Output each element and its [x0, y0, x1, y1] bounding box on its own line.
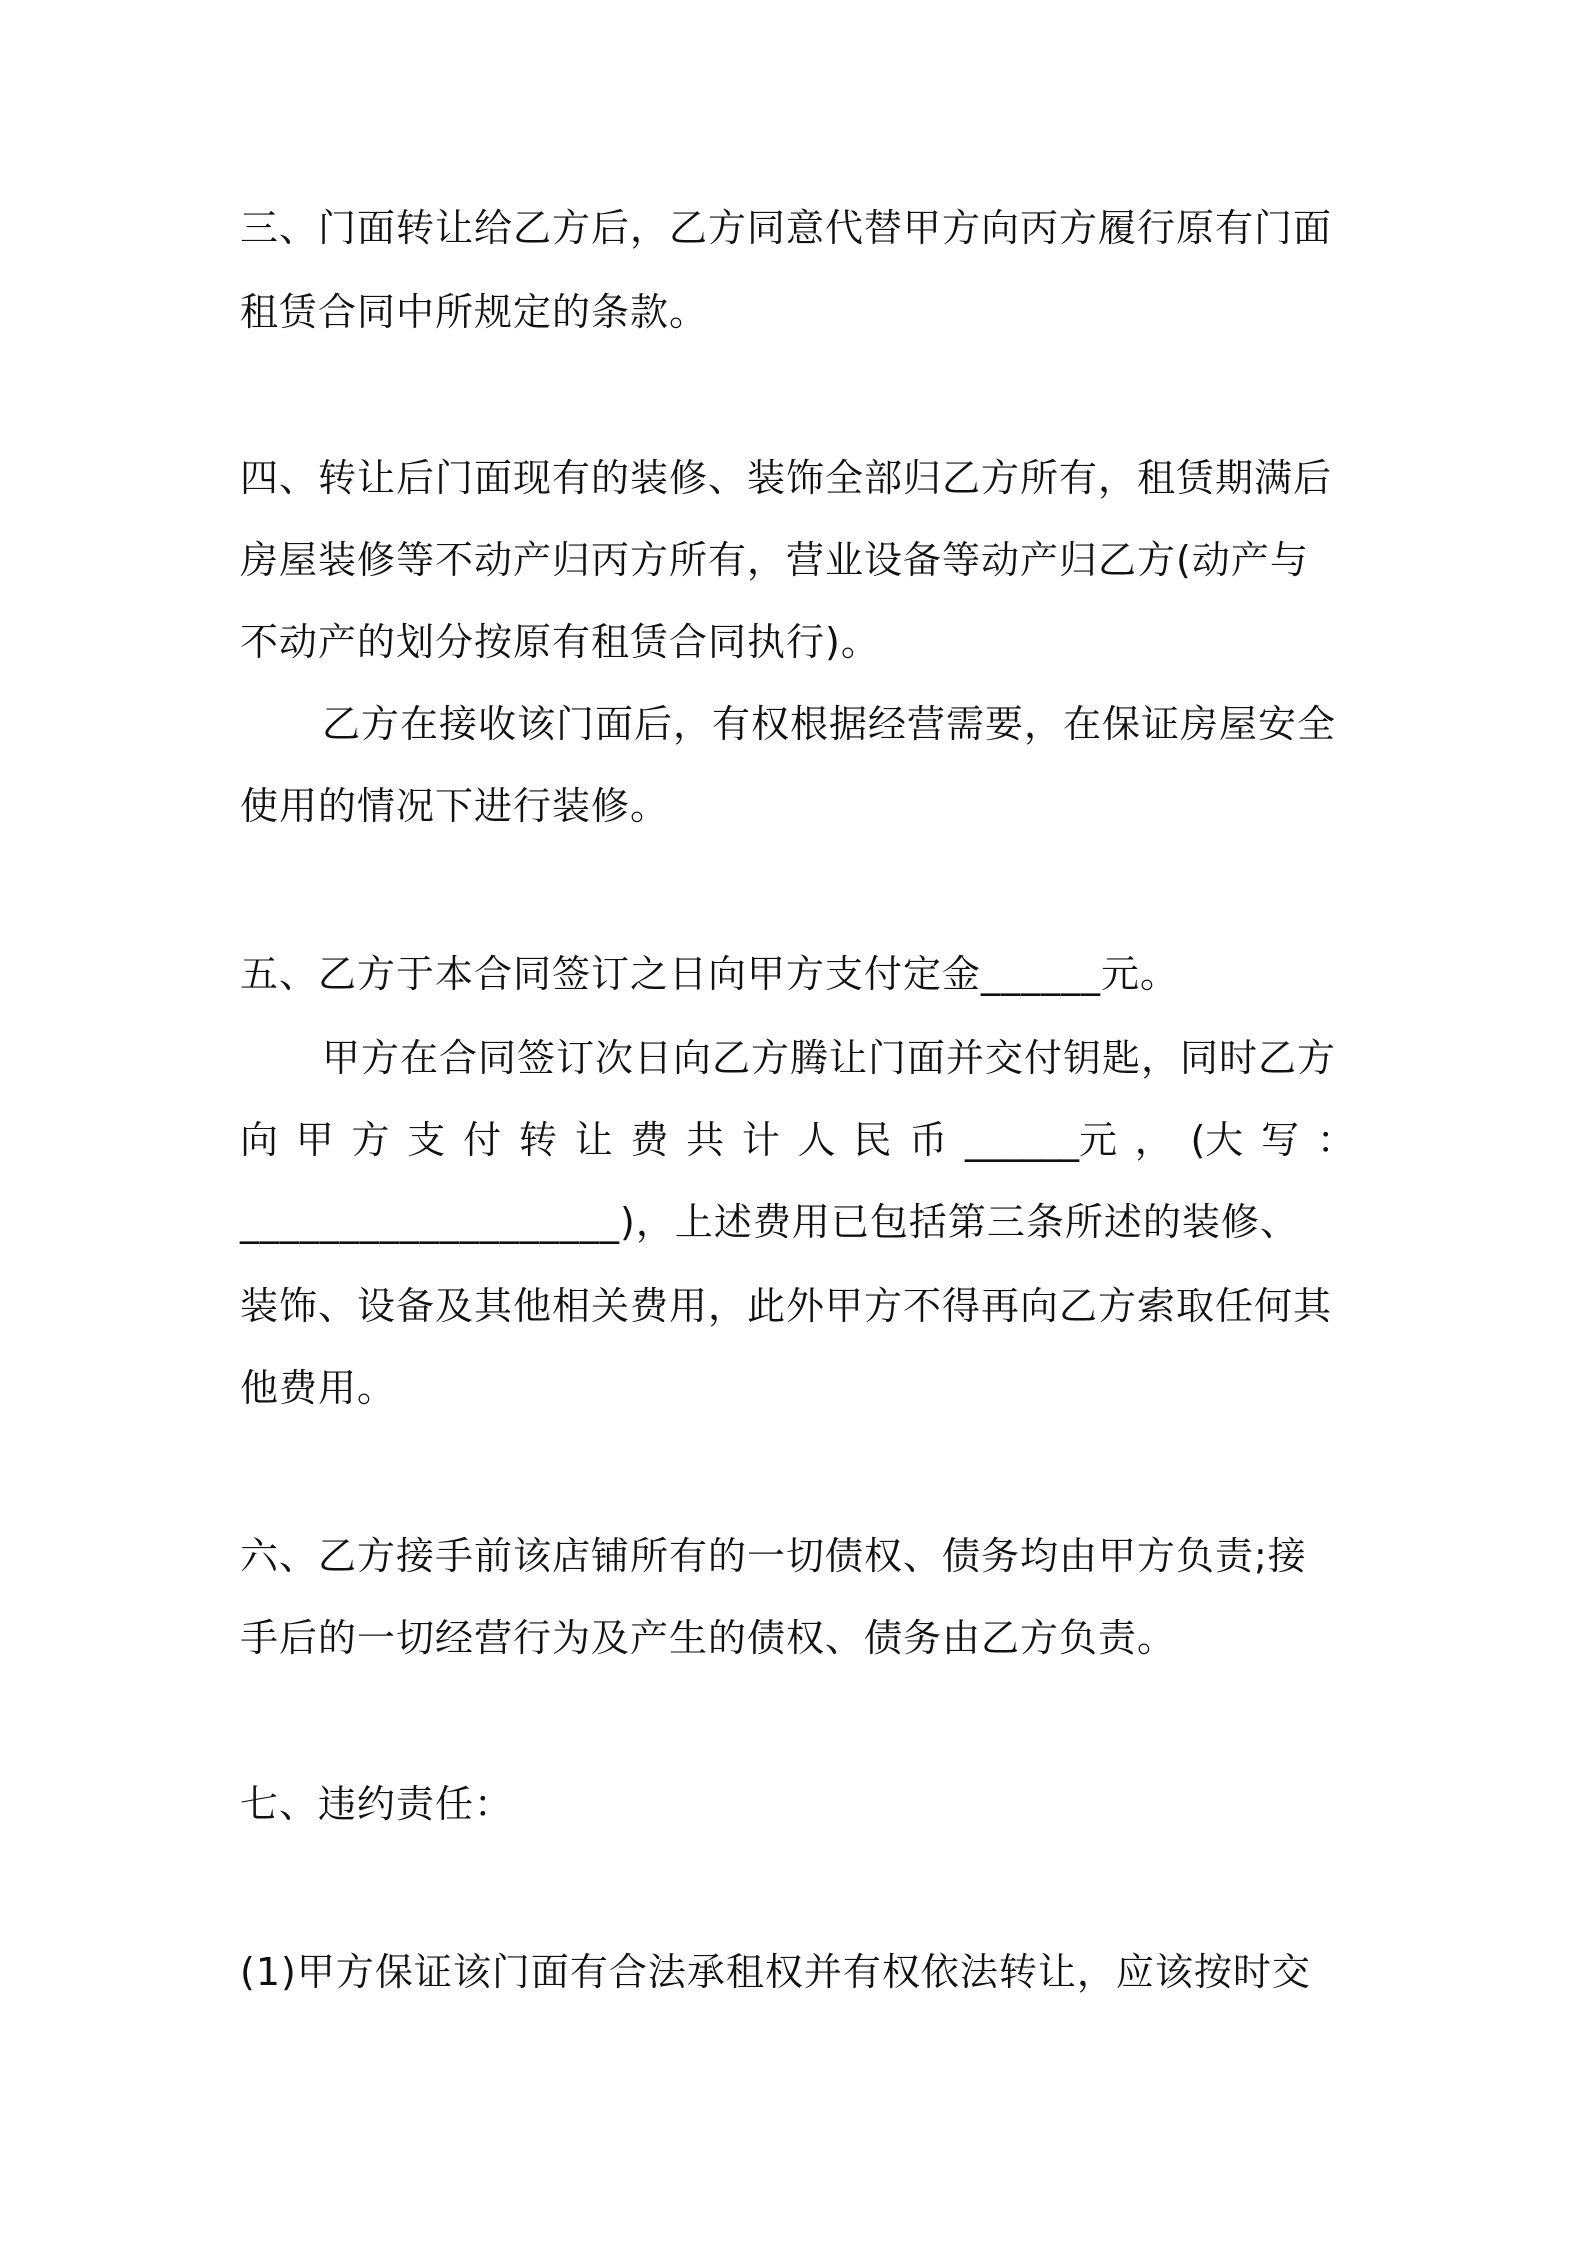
clause-5-paragraph-2-line-2 [240, 1116, 1355, 1164]
clause-4-paragraph-2-line-1: 乙方在接收该门面后，有权根据经营需要，在保证房屋安全 [322, 702, 1337, 746]
clause-4-paragraph-2-line-2: 使用的情况下进行装修。 [240, 784, 670, 828]
clause-7-title: 七、违约责任： [240, 1782, 514, 1826]
clause-4-line-1: 四、转让后门面现有的装修、装饰全部归乙方所有，租赁期满后 [240, 456, 1333, 500]
clause-7-item-1-line-1: (1)甲方保证该门面有合法承租权并有权依法转让，应该按时交 [240, 1950, 1311, 1994]
clause-4-line-2: 房屋装修等不动产归丙方所有，营业设备等动产归乙方(动产与 [240, 538, 1309, 582]
text-fragment: 币 [909, 1118, 948, 1162]
clause-6-line-1: 六、乙方接手前该店铺所有的一切债权、债务均由甲方负责;接 [240, 1534, 1307, 1578]
text-fragment: ， [1134, 1118, 1173, 1162]
clause-3-line-1: 三、门面转让给乙方后，乙方同意代替甲方向丙方履行原有门面 [240, 206, 1333, 250]
text-fragment: 费 [630, 1118, 669, 1162]
text-fragment: 支 [407, 1118, 446, 1162]
text-fragment: 付 [463, 1118, 502, 1162]
text-fragment: 人 [797, 1118, 836, 1162]
clause-6-line-2: 手后的一切经营行为及产生的债权、债务由乙方负责。 [240, 1616, 1177, 1660]
text-fragment: 民 [853, 1118, 892, 1162]
text-fragment: 计 [741, 1118, 780, 1162]
text-fragment: 向 [240, 1118, 279, 1162]
text-fragment: 共 [686, 1118, 725, 1162]
text-fragment: 方 [351, 1118, 390, 1162]
clause-3-line-2: 租赁合同中所规定的条款。 [240, 290, 709, 334]
text-fragment: ： [1316, 1118, 1355, 1162]
clause-5-paragraph-2-line-4: 装饰、设备及其他相关费用，此外甲方不得再向乙方索取任何其 [240, 1284, 1333, 1328]
clause-5-paragraph-2-line-3: ___________________)，上述费用已包括第三条所述的装修、 [240, 1200, 1299, 1244]
text-fragment: 写 [1261, 1118, 1300, 1162]
text-fragment: ______元 [964, 1118, 1117, 1162]
text-fragment: (大 [1190, 1118, 1244, 1162]
clause-5-paragraph-2-line-5: 他费用。 [240, 1366, 397, 1410]
text-fragment: 转 [518, 1118, 557, 1162]
clause-5-paragraph-2-line-1: 甲方在合同签订次日向乙方腾让门面并交付钥匙，同时乙方 [322, 1036, 1337, 1080]
text-fragment: 甲 [295, 1118, 334, 1162]
clause-5-line-1: 五、乙方于本合同签订之日向甲方支付定金______元。 [240, 952, 1180, 996]
text-fragment: 让 [574, 1118, 613, 1162]
clause-4-line-3: 不动产的划分按原有租赁合同执行)。 [240, 620, 880, 664]
